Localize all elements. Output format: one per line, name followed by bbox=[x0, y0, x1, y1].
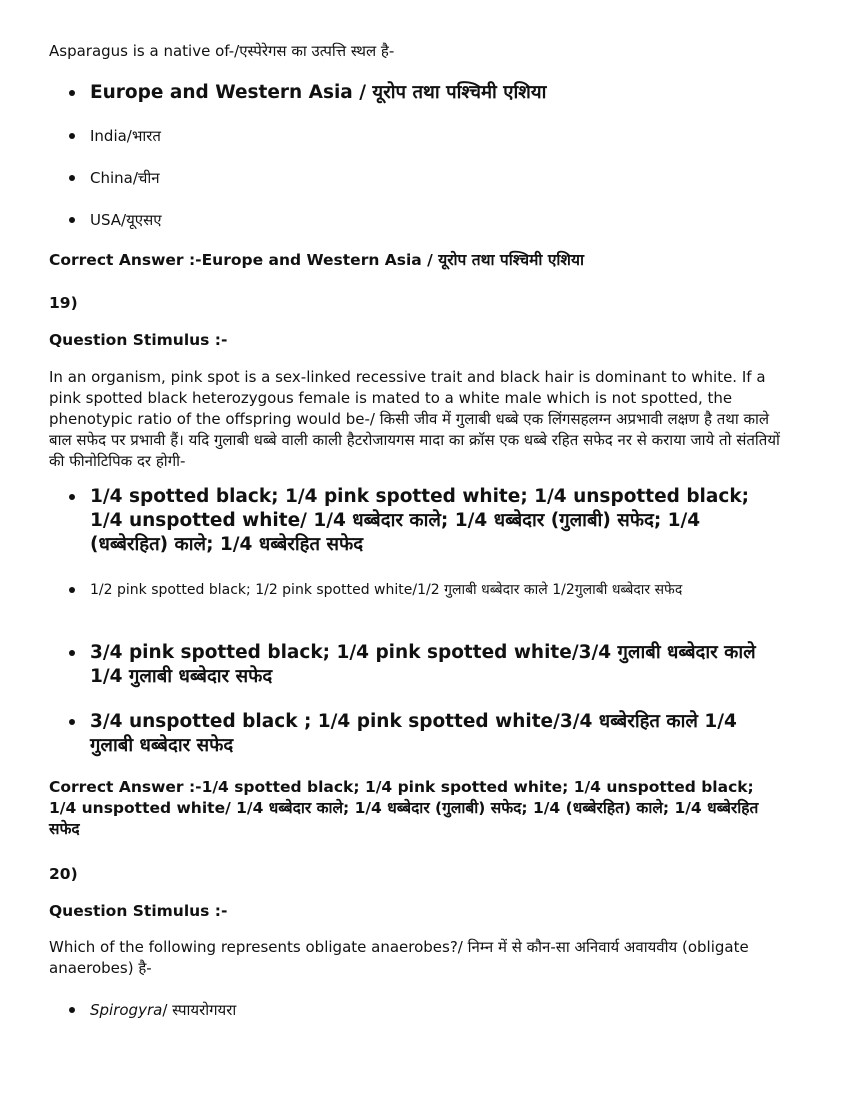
bullet-icon bbox=[69, 133, 75, 139]
q19-correct-answer bbox=[49, 777, 779, 840]
q18-option-4-text: USA/यूएसए bbox=[90, 211, 162, 229]
bullet-icon bbox=[69, 719, 75, 725]
q18-option-3-text: China/चीन bbox=[90, 169, 160, 187]
question-stimulus-label: Question Stimulus :- bbox=[49, 902, 228, 920]
q19-option-1[interactable] bbox=[69, 485, 779, 557]
bullet-icon bbox=[69, 1007, 75, 1013]
q19-option-3[interactable] bbox=[69, 641, 779, 689]
q18-option-4[interactable] bbox=[69, 210, 779, 230]
q19-option-1-text: 1/4 spotted black; 1/4 pink spotted white; 1/4 unspotted black; 1/4 unspotted white/ 1/4 धब्बेदार काले; 1/4 धब्बेदार (गुलाबी) सफेद; 1/4 (धब्बेरहित) काले; 1/4 धब्बेरहित सफेद bbox=[90, 486, 750, 555]
correct-answer-value: Europe and Western Asia / यूरोप तथा पश्चिमी एशिया bbox=[201, 251, 584, 269]
q18-stem: Asparagus is a native of-/एस्पेरेगस का उत्पत्ति स्थल है- bbox=[49, 42, 395, 60]
q19-option-2[interactable] bbox=[69, 580, 779, 600]
q19-stem: In an organism, pink spot is a sex-linked recessive trait and black hair is dominant to white. If a pink spotted black heterozygous female is mated to a white male which is not spotted, the phenotypic ratio of the offspring would be-/ किसी जीव में गुलाबी धब्बे एक लिंगसहलग्न अप्रभावी लक्षण है तथा काले बाल सफेद पर प्रभावी हैं। यदि गुलाबी धब्बे वाली काली हैटरोजायगस मादा का क्रॉस एक धब्बे रहित सफेद नर से कराया जाये तो संततियों की फीनोटिपिक दर होगी- bbox=[49, 368, 780, 470]
bullet-icon bbox=[69, 175, 75, 181]
q18-option-3[interactable] bbox=[69, 168, 779, 188]
q20-option-1-text bbox=[90, 1000, 779, 1020]
q18-option-1-text: Europe and Western Asia / यूरोप तथा पश्चिमी एशिया bbox=[90, 82, 547, 103]
q20-option-1-italic: Spirogyra bbox=[90, 1001, 163, 1019]
bullet-icon bbox=[69, 650, 75, 656]
bullet-icon bbox=[69, 587, 75, 593]
q18-option-2[interactable] bbox=[69, 126, 779, 146]
question-number: 19) bbox=[49, 294, 78, 312]
question-number: 20) bbox=[49, 865, 78, 883]
bullet-icon bbox=[69, 217, 75, 223]
q18-correct-answer bbox=[49, 250, 584, 271]
bullet-icon bbox=[69, 90, 75, 96]
bullet-icon bbox=[69, 494, 75, 500]
q20-option-1-rest: / स्पायरोगयरा bbox=[162, 1001, 237, 1019]
question-stimulus-label: Question Stimulus :- bbox=[49, 331, 228, 349]
q20-option-1[interactable] bbox=[69, 1000, 779, 1020]
q20-stem: Which of the following represents obligate anaerobes?/ निम्न में से कौन-सा अनिवार्य अवायवीय (obligate anaerobes) है- bbox=[49, 938, 749, 977]
q19-option-2-text: 1/2 pink spotted black; 1/2 pink spotted white/1/2 गुलाबी धब्बेदार काले 1/2गुलाबी धब्बेदार सफेद bbox=[90, 582, 683, 598]
q18-option-1[interactable] bbox=[69, 81, 779, 105]
correct-answer-value: 1/4 spotted black; 1/4 pink spotted white; 1/4 unspotted black; 1/4 unspotted white/ 1/4 धब्बेदार काले; 1/4 धब्बेदार (गुलाबी) सफेद; 1/4 (धब्बेरहित) काले; 1/4 धब्बेरहित सफेद bbox=[49, 778, 759, 838]
correct-answer-label: Correct Answer :- bbox=[49, 251, 202, 269]
correct-answer-label: Correct Answer :- bbox=[49, 778, 202, 796]
q19-option-3-text: 3/4 pink spotted black; 1/4 pink spotted white/3/4 गुलाबी धब्बेदार काले 1/4 गुलाबी धब्बेदार सफेद bbox=[90, 642, 756, 687]
q18-option-2-text: India/भारत bbox=[90, 127, 161, 145]
q19-option-4[interactable] bbox=[69, 710, 779, 758]
q19-option-4-text: 3/4 unspotted black ; 1/4 pink spotted white/3/4 धब्बेरहित काले 1/4 गुलाबी धब्बेदार सफेद bbox=[90, 711, 737, 756]
